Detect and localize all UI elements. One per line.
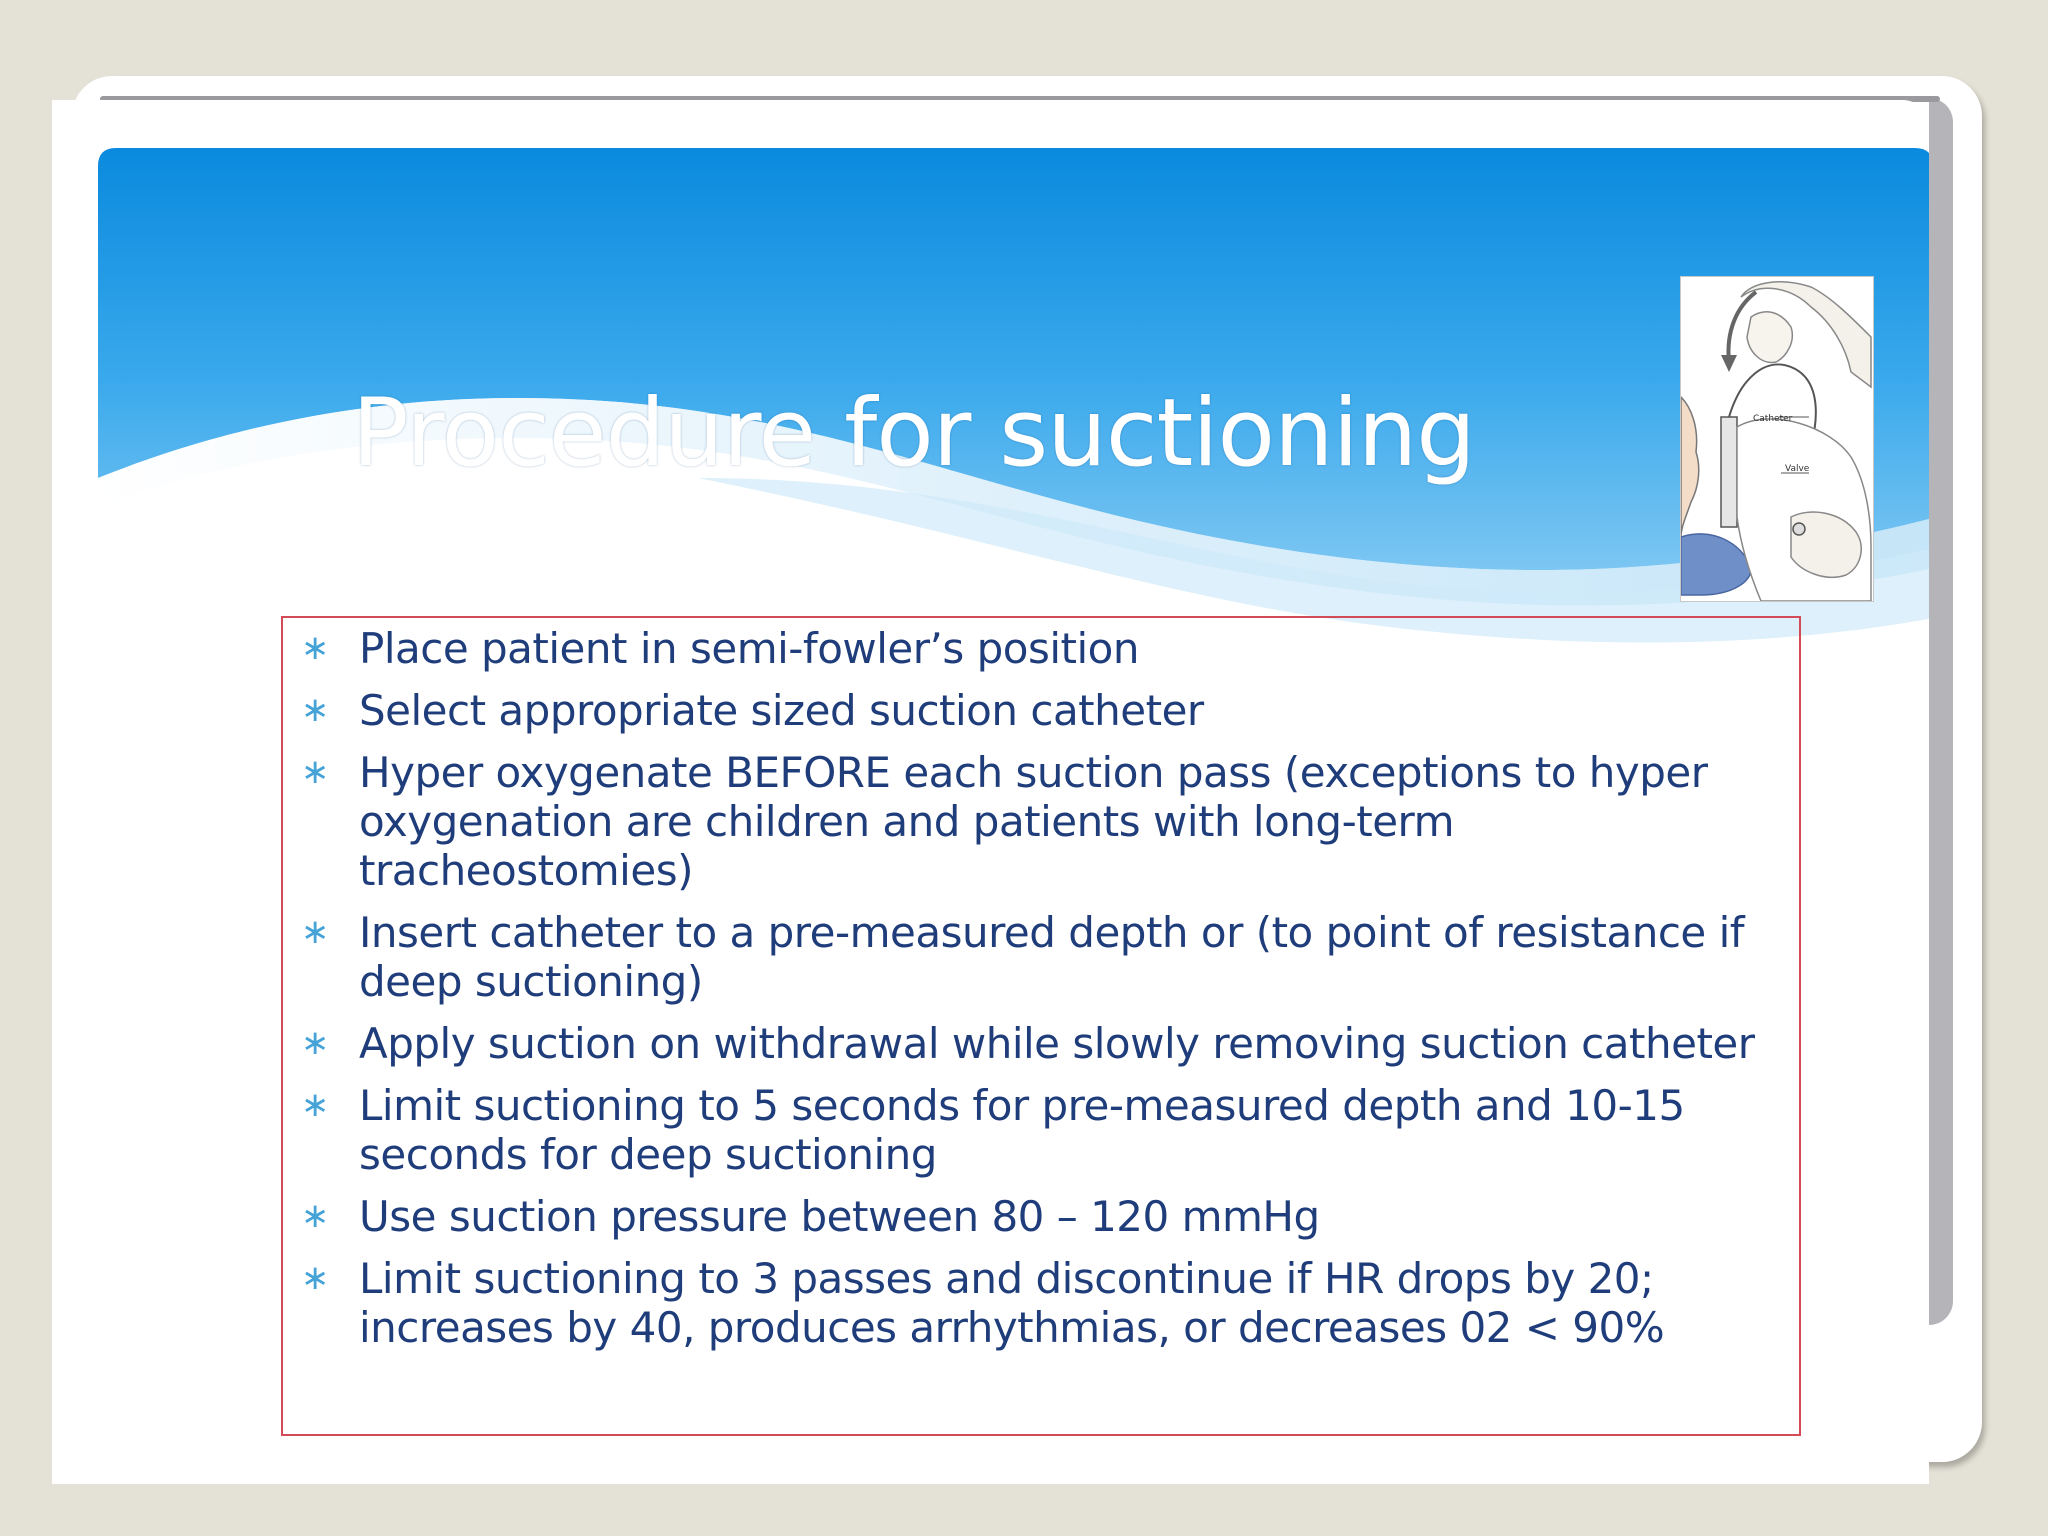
- list-item: [301, 624, 1789, 673]
- list-item: [301, 1019, 1789, 1068]
- list-item: [301, 748, 1789, 895]
- suction-procedure-drawing: [1681, 277, 1873, 601]
- bullet-text: Use suction pressure between 80 – 120 mmHg: [359, 1192, 1320, 1241]
- catheter-label: Catheter: [1753, 414, 1793, 424]
- suction-illustration: [1680, 276, 1874, 602]
- list-item: [301, 1254, 1789, 1352]
- bullet-text: Limit suctioning to 5 seconds for pre-measured depth and 10-15 seconds for deep suctioning: [359, 1081, 1685, 1179]
- slide-title: Procedure for suctioning: [352, 379, 1475, 488]
- asterisk-bullet-icon: ∗: [301, 628, 329, 668]
- slide-right-edge: [1929, 98, 1953, 1325]
- content-box: [281, 616, 1801, 1436]
- asterisk-bullet-icon: ∗: [301, 1258, 329, 1298]
- asterisk-bullet-icon: ∗: [301, 1023, 329, 1063]
- bullet-text: Select appropriate sized suction catheter: [359, 686, 1204, 735]
- asterisk-bullet-icon: ∗: [301, 1085, 329, 1125]
- bullet-list: [301, 624, 1789, 1365]
- bullet-text: Place patient in semi-fowler’s position: [359, 624, 1139, 673]
- slide: [52, 100, 1929, 1484]
- bullet-text: Limit suctioning to 3 passes and discontinue if HR drops by 20; increases by 40, produces arrhythmias, or decreases 02 < 90%: [359, 1254, 1665, 1352]
- list-item: [301, 908, 1789, 1006]
- asterisk-bullet-icon: ∗: [301, 1196, 329, 1236]
- list-item: [301, 686, 1789, 735]
- asterisk-bullet-icon: ∗: [301, 752, 329, 792]
- asterisk-bullet-icon: ∗: [301, 690, 329, 730]
- list-item: [301, 1192, 1789, 1241]
- asterisk-bullet-icon: ∗: [301, 912, 329, 952]
- bullet-text: Apply suction on withdrawal while slowly removing suction catheter: [359, 1019, 1755, 1068]
- bullet-text: Insert catheter to a pre-measured depth or (to point of resistance if deep suctioning): [359, 908, 1745, 1006]
- bullet-text: Hyper oxygenate BEFORE each suction pass (exceptions to hyper oxygenation are children and patients with long-term tracheostomies): [359, 748, 1708, 895]
- list-item: [301, 1081, 1789, 1179]
- valve-label: Valve: [1785, 464, 1810, 474]
